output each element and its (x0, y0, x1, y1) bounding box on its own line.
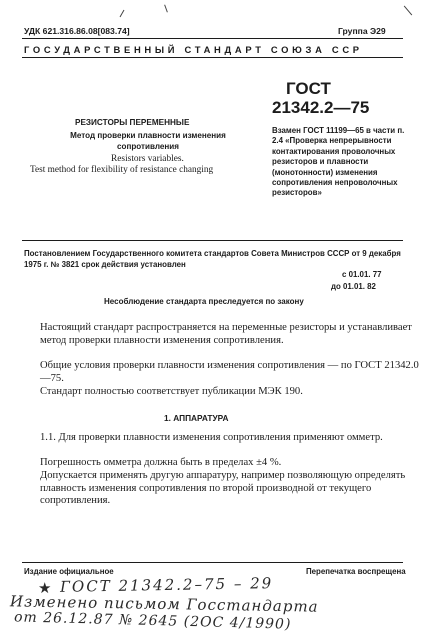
legal-warning: Несоблюдение стандарта преследуется по закону (104, 297, 304, 306)
handwritten-note-2: Изменено письмом Госстандарта (9, 592, 319, 616)
gost-label: ГОСТ (286, 79, 331, 98)
state-standard-banner: ГОСУДАРСТВЕННЫЙ СТАНДАРТ СОЮЗА ССР (24, 44, 363, 55)
clause-accuracy: Погрешность омметра должна быть в пределах ±4 %. (40, 457, 282, 468)
scan-mark-1 (120, 10, 125, 17)
subtitle-en: Test method for flexibility of resistance changing (30, 165, 214, 175)
decree-text: Постановлением Государственного комитета стандартов Совета Министров СССР от 9 декабря 1975 г. № 3821 срок действия установлен (24, 249, 401, 269)
intro-paragraph-scope: Настоящий стандарт распространяется на переменные резисторы и устанавливает метод проверки плавности изменения сопротивления. (40, 322, 412, 346)
decree-rule (22, 240, 403, 241)
group-code: Группа Э29 (338, 26, 386, 36)
official-edition-label: Издание официальное (24, 567, 114, 576)
handwritten-note-1: ГОСТ 21342.2–75 – 29 (59, 574, 274, 596)
clause-alternative-equipment: Допускается применять другую аппаратуру, например позволяющую определять плавность изменения сопротивления по второй производной от текущего сопротивления. (40, 470, 406, 507)
section-title-apparatus: 1. АППАРАТУРА (164, 413, 229, 423)
handwritten-note-3: от 26.12.87 № 2645 (2ОС 4/1990) (13, 609, 292, 633)
scan-mark-2 (164, 5, 168, 13)
subtitle-ru: Метод проверки плавности изменения сопротивления (70, 131, 226, 151)
udk-code: УДК 621.316.86.08[083.74] (24, 26, 130, 36)
title-en: Resistors variables. (111, 154, 184, 164)
star-icon: ★ (38, 579, 52, 597)
header-rule-top (22, 38, 403, 39)
scan-mark-3 (404, 6, 412, 16)
header-rule-bottom (22, 57, 403, 58)
clause-1-1: 1.1. Для проверки плавности изменения сопротивления применяют омметр. (40, 432, 383, 443)
title-ru: РЕЗИСТОРЫ ПЕРЕМЕННЫЕ (75, 118, 190, 127)
intro-paragraph-conditions: Общие условия проверки плавности изменения сопротивления — по ГОСТ 21342.0—75. (40, 360, 419, 384)
term-to: до 01.01. 82 (331, 282, 376, 291)
replacement-note: Взамен ГОСТ 11199—65 в части п. 2.4 «Проверка непрерывности контактирования проволочных резисторов и плавности (монотонности) изменения сопротивления непроволочных резисторов» (272, 126, 405, 198)
footer-rule (22, 562, 403, 563)
gost-number: 21342.2—75 (272, 98, 370, 117)
intro-paragraph-iec: Стандарт полностью соответствует публикации МЭК 190. (40, 386, 303, 397)
term-from: с 01.01. 77 (342, 270, 382, 279)
reprint-prohibited-label: Перепечатка воспрещена (306, 567, 406, 576)
